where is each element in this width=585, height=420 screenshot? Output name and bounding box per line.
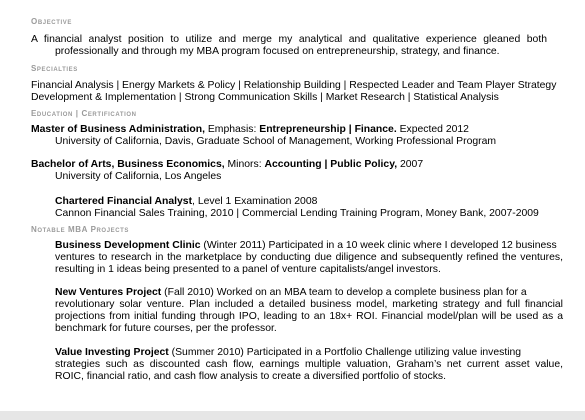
cfa-detail: Cannon Financial Sales Training, 2010 | Commercial Lending Training Program, Money Bank, 2007-2009: [55, 208, 539, 219]
project-2-text-1: (Fall 2010) Worked on an MBA team to develop a complete business plan for a: [161, 287, 527, 298]
project-2-title: New Ventures Project: [55, 287, 162, 298]
objective-line-2: professionally and through my MBA program focused on entrepreneurship, strategy, and finance.: [55, 46, 500, 57]
mba-emphasis: Entrepreneurship | Finance.: [259, 124, 397, 135]
cfa-level: , Level 1 Examination 2008: [192, 196, 318, 207]
cfa-title: Chartered Financial Analyst: [55, 196, 193, 207]
project-3-line-3: ROIC, financial ratio, and cash flow analysis to create a diversified portfolio of stocks.: [55, 371, 446, 382]
specialties-line-2: Development & Implementation | Strong Communication Skills | Market Research | Statistical Analysis: [31, 92, 499, 103]
project-3-text-1: (Summer 2010) Participated in a Portfolio Challenge utilizing value investing: [168, 347, 522, 358]
project-2-line-1: [55, 287, 527, 299]
ba-line: [31, 159, 423, 171]
objective-heading: Objective: [31, 17, 72, 26]
project-1-line-3: resulting in 1 ideas being presented to a panel of venture capitalists/angel investors.: [55, 264, 441, 275]
project-3-line-1: [55, 347, 521, 359]
mba-line: [31, 124, 469, 136]
specialties-heading: Specialties: [31, 64, 78, 73]
ba-year: 2007: [397, 159, 424, 170]
mba-detail: University of California, Davis, Graduate School of Management, Working Professional Program: [55, 136, 497, 147]
ba-detail: University of California, Los Angeles: [55, 171, 222, 182]
project-3-title: Value Investing Project: [55, 347, 169, 358]
project-1-line-2: ventures to research in the marketplace by conducting due diligence and subsequently refined the ventures,: [55, 252, 563, 263]
mba-degree: Master of Business Administration,: [31, 124, 205, 135]
project-2-line-2: revolutionary solar venture. Plan included a detailed business model, marketing strategy and full financial: [55, 299, 563, 310]
project-1-text-1: (Winter 2011) Participated in a 10 week clinic where I developed 12 business: [200, 240, 557, 251]
ba-minors-label: Minors:: [224, 159, 265, 170]
project-3-line-2: strategies such as discounted cash flow, earnings multiple valuation, Graham’s net current asset value,: [55, 359, 563, 370]
project-1-line-1: [55, 240, 557, 252]
ba-degree: Bachelor of Arts, Business Economics,: [31, 159, 225, 170]
project-2-line-3: projections from initial funding through IPO, leading to an 18x+ ROI. Financial model/plan will be used as a: [55, 311, 563, 322]
ba-minors: Accounting | Public Policy,: [264, 159, 398, 170]
mba-emphasis-label: Emphasis:: [204, 124, 260, 135]
project-1-title: Business Development Clinic: [55, 240, 201, 251]
education-heading: Education | Certification: [31, 109, 137, 118]
mba-expected: Expected 2012: [396, 124, 469, 135]
objective-line-1: A financial analyst position to utilize and merge my analytical and qualitative experience gleaned both: [31, 34, 547, 45]
projects-heading: Notable MBA Projects: [31, 225, 130, 234]
project-2-line-4: benchmark for future courses, per the professor.: [55, 323, 277, 334]
cfa-line: [55, 196, 317, 208]
specialties-line-1: Financial Analysis | Energy Markets & Policy | Relationship Building | Respected Leader and Team Player Strategy: [31, 80, 557, 91]
